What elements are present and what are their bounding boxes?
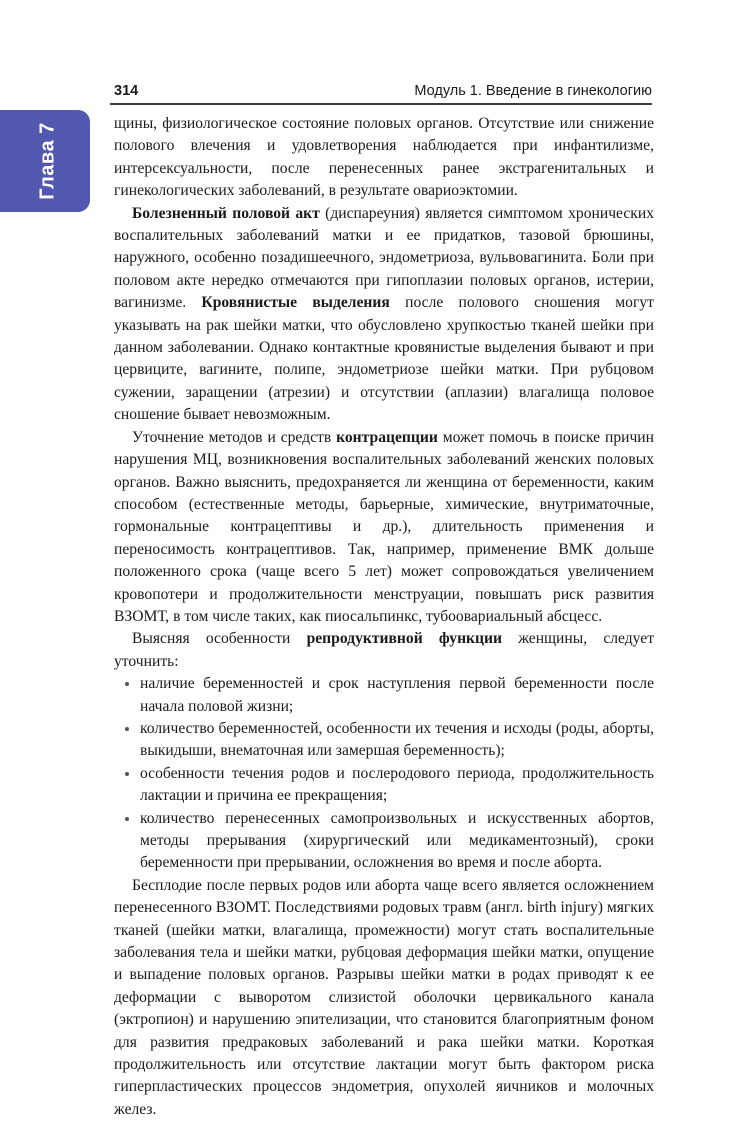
- running-head: Модуль 1. Введение в гинекологию: [414, 83, 652, 99]
- list-item-text: наличие беременностей и срок наступления первой беременности после начала половой жизни;: [140, 675, 654, 715]
- paragraph-text: может помочь в поиске причин нарушения МЦ, возникновения воспалительных заболеваний женских половых органов. Важно выяснить, предохраняется ли женщина от беременности, каким способом (естественные методы, барьерные, химические, внутриматочные, гормональные контрацептивы и др.), длительность применения и переносимость контрацептивов. Так, например, применение ВМК дольше положенного срока (чаще всего 5 лет) может сопровождаться увеличением кровопотери и продолжительности менструации, повышать риск развития ВЗОМТ, в том числе таких, как пиосальпинкс, тубоовариальный абсцесс.: [114, 428, 654, 625]
- term-bold: репродуктивной функции: [306, 630, 503, 648]
- paragraph-contraception: [114, 427, 654, 629]
- chapter-tab-label: Глава 7: [36, 122, 59, 200]
- paragraph-text: Выясняя особенности: [132, 630, 307, 648]
- page-header: [110, 80, 652, 102]
- list-item-text: количество беременностей, особенности их течения и исходы (роды, аборты, выкидыши, внематочная или замершая беременность);: [140, 719, 654, 760]
- bullet-icon: [125, 727, 129, 731]
- list-item: [122, 718, 654, 763]
- paragraph-continuation: [114, 113, 654, 203]
- bullet-icon: [125, 817, 129, 821]
- page-number: 314: [114, 83, 139, 99]
- bullet-icon: [125, 682, 129, 686]
- header-divider: [110, 103, 652, 105]
- list-item-text: количество перенесенных самопроизвольных и искусственных абортов, методы прерывания (хирургический или медикаментозный), сроки беременности при прерывании, осложнения во время и после аборта.: [140, 809, 654, 872]
- page-body: [114, 113, 654, 1121]
- paragraph-reproductive: [114, 628, 654, 673]
- term-bold: контрацепции: [336, 428, 438, 446]
- bullet-icon: [125, 772, 129, 776]
- term-bold: Кровянистые выделения: [201, 294, 390, 312]
- paragraph-text: после полового сношения могут указывать на рак шейки матки, что обусловлено хрупкостью тканей шейки при данном заболевании. Однако контактные кровянистые выделения бывают и при цервиците, вагините, полипе, эндометриозе шейки матки. При рубцовом сужении, заращении (атрезии) и отсутствии (аплазии) влагалища половое сношение бывает невозможным.: [114, 294, 654, 424]
- list-item: [122, 808, 654, 875]
- paragraph-text: Бесплодие после первых родов или аборта чаще всего является осложнением перенесенного ВЗОМТ. Последствиями родовых травм (англ. birth injury) мягких тканей (шейки матки, влагалища, промежности) могут стать воспалительные заболевания тела и шейки матки, рубцовая деформация шейки матки, опущение и выпадение половых органов. Разрывы шейки матки в родах приводят к ее деформации с выворотом слизистой оболочки цервикального канала (эктропион) и нарушению эпителизации, что становится благоприятным фоном для развития предраковых заболеваний и рака шейки матки. Короткая продолжительность или отсутствие лактации могут быть фактором риска гиперпластических процессов эндометрия, опухолей яичников и молочных желез.: [114, 876, 654, 1118]
- bullet-list: [114, 673, 654, 875]
- paragraph-text: Уточнение методов и средств: [132, 428, 337, 446]
- paragraph-text: (диспареуния) является симптомом хронических воспалительных заболеваний матки и ее придатков, тазовой брюшины, наружного, особенно позадишеечного, эндометриоза, вульвовагинита. Боли при половом акте нередко отмечаются при гипоплазии половых органов, истерии, вагинизме.: [114, 204, 654, 312]
- list-item: [122, 763, 654, 808]
- list-item-text: особенности течения родов и послеродового периода, продолжительность лактации и причина ее прекращения;: [140, 764, 654, 805]
- paragraph-text: женщины, следует уточнить:: [114, 630, 655, 670]
- paragraph-infertility: [114, 875, 654, 1121]
- list-item: [122, 673, 654, 718]
- paragraph-text: щины, физиологическое состояние половых органов. Отсутствие или снижение полового влечения и удовлетворения наблюдается при инфантилизме, интерсексуальности, после перенесенных ранее экстрагенитальных и гинекологических заболеваний, в результате овариоэктомии.: [114, 115, 654, 200]
- term-bold: Болезненный половой акт: [132, 204, 320, 222]
- paragraph-dyspareunia: [114, 203, 654, 427]
